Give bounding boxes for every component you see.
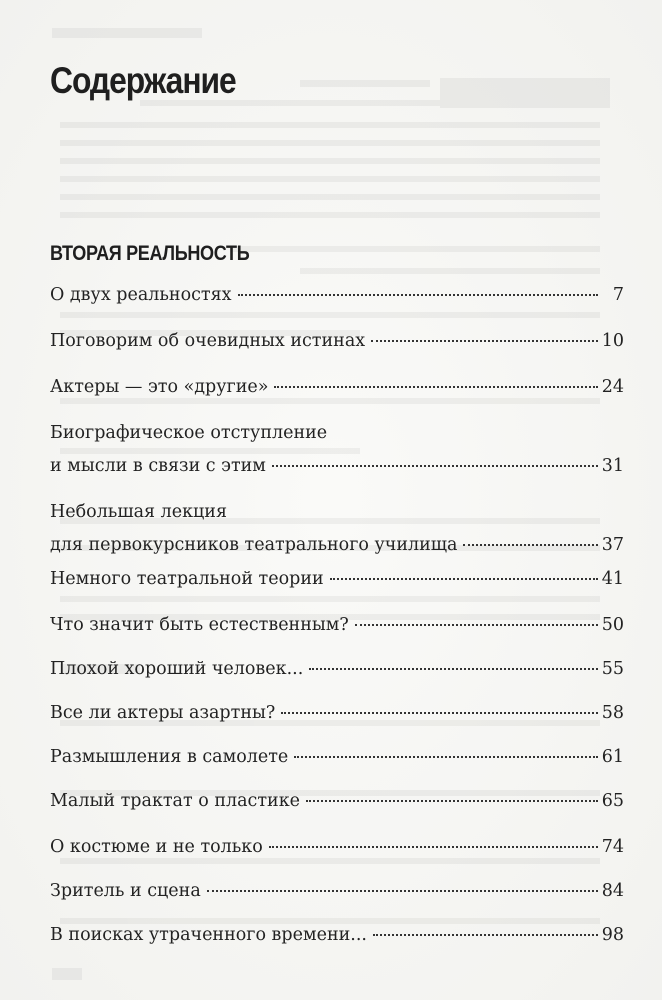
dot-leader: [463, 544, 597, 546]
dot-leader: [309, 668, 597, 670]
dot-leader: [330, 578, 598, 580]
toc-page-number: 65: [601, 791, 624, 811]
toc-entry[interactable]: [50, 839, 624, 867]
toc-entry-title: и мысли в связи с этим: [50, 456, 266, 476]
toc-entry[interactable]: [50, 425, 624, 486]
toc-entry-title: В поисках утраченного времени...: [50, 925, 367, 945]
dot-leader: [373, 934, 598, 936]
toc-page-number: 58: [601, 703, 624, 723]
toc-entry[interactable]: [50, 927, 624, 955]
toc-entry-title: Биографическое отступление: [50, 423, 328, 443]
section-heading: ВТОРАЯ РЕАЛЬНОСТЬ: [50, 242, 250, 265]
toc-page-number: 31: [601, 456, 624, 476]
toc-entry[interactable]: [50, 504, 624, 565]
toc-page-number: 55: [601, 659, 624, 679]
toc-page-number: 41: [601, 569, 624, 589]
toc-entry-title: О двух реальностях: [50, 285, 232, 305]
toc-entry[interactable]: [50, 705, 624, 733]
toc-entry-title: Все ли актеры азартны?: [50, 703, 276, 723]
toc-entry-title: Размышления в самолете: [50, 747, 289, 767]
toc-entry-title: О костюме и не только: [50, 837, 263, 857]
toc-page-number: 98: [601, 925, 624, 945]
toc-entry[interactable]: [50, 571, 624, 599]
toc-entry[interactable]: [50, 379, 624, 407]
toc-entry-title: Актеры — это «другие»: [50, 377, 269, 397]
toc-entry[interactable]: [50, 333, 624, 361]
toc-entry-title: Зритель и сцена: [50, 881, 201, 901]
dot-leader: [274, 386, 597, 388]
toc-page-number: 24: [601, 377, 624, 397]
dot-leader: [306, 800, 598, 802]
toc-entry[interactable]: [50, 661, 624, 689]
page-title: Содержание: [50, 60, 236, 101]
toc-entry-title: Плохой хороший человек...: [50, 659, 304, 679]
dot-leader: [207, 890, 598, 892]
toc-entry-title: Поговорим об очевидных истинах: [50, 331, 366, 351]
toc-entry-title: для первокурсников театрального училища: [50, 535, 458, 555]
dot-leader: [281, 712, 597, 714]
toc-entry[interactable]: [50, 793, 624, 821]
toc-entry-title: Небольшая лекция: [50, 502, 228, 522]
dot-leader: [294, 756, 597, 758]
dot-leader: [269, 846, 598, 848]
toc-entry-title: Немного театральной теории: [50, 569, 324, 589]
toc-entry[interactable]: [50, 883, 624, 911]
toc-entry[interactable]: [50, 749, 624, 777]
toc-entry-title: Малый трактат о пластике: [50, 791, 300, 811]
toc-page-number: 10: [601, 331, 624, 351]
dot-leader: [355, 624, 598, 626]
toc-page-number: 50: [601, 615, 624, 635]
toc-entry[interactable]: [50, 287, 624, 315]
toc-page-number: 84: [601, 881, 624, 901]
toc-page-number: 61: [601, 747, 624, 767]
dot-leader: [238, 294, 599, 296]
dot-leader: [371, 340, 598, 342]
toc-page-number: 37: [601, 535, 624, 555]
toc-page-number: 74: [601, 837, 624, 857]
toc-entry[interactable]: [50, 617, 624, 645]
toc-page-number: 7: [612, 285, 624, 305]
dot-leader: [272, 465, 598, 467]
toc-entry-title: Что значит быть естественным?: [50, 615, 349, 635]
